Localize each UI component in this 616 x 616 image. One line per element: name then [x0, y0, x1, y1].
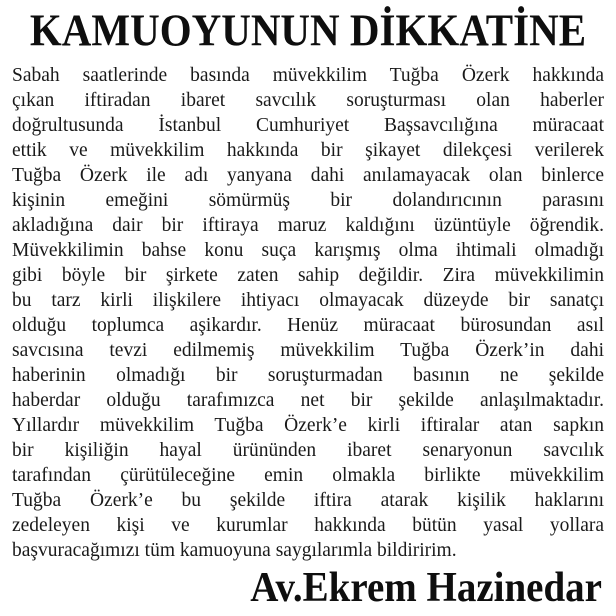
body-line: olduğu toplumca aşikardır. Henüz müracaat bürosundan asıl — [12, 315, 604, 336]
signature-name: Av.Ekrem Hazinedar — [250, 564, 602, 611]
body-line: Tuğba Özerk’e bu şekilde iftira atarak kişilik haklarını — [12, 490, 604, 511]
body-line: gibi böyle bir şirkete zaten sahip değildir. Zira müvekkilimin — [12, 265, 604, 286]
body-line: Yıllardır müvekkilim Tuğba Özerk’e kirli iftiralar atan sapkın — [12, 415, 604, 436]
body-line: Tuğba Özerk ile adı yanyana dahi anılamayacak olan binlerce — [12, 165, 604, 186]
body-line: başvuracağımızı tüm kamuoyuna saygılarımla bildiririm. — [12, 540, 457, 561]
body-line: ettik ve müvekkilim hakkında bir şikayet dilekçesi verilerek — [12, 140, 604, 161]
body-line: tarafından çürütüleceğine emin olmakla birlikte müvekkilim — [12, 465, 604, 486]
body-line: doğrultusunda İstanbul Cumhuriyet Başsavcılığına müracaat — [12, 115, 604, 136]
body-line: haberinin olmadığı bir soruşturmadan basının ne şekilde — [12, 365, 604, 386]
body-line: zedeleyen kişi ve kurumlar hakkında bütün yasal yollara — [12, 515, 604, 536]
body-line: akladığına dair bir iftiraya maruz kaldığını üzüntüyle öğrendik. — [12, 215, 604, 236]
body-line: Sabah saatlerinde basında müvekkilim Tuğba Özerk hakkında — [12, 65, 604, 86]
body-line: savcısına tevzi edilmemiş müvekkilim Tuğba Özerk’in dahi — [12, 340, 604, 361]
body-line: Müvekkilimin bahse konu suça karışmış olma ihtimali olmadığı — [12, 240, 604, 261]
body-line: haberdar olduğu tarafımızca net bir şekilde anlaşılmaktadır. — [12, 390, 604, 411]
body-line: bu tarz kirli ilişkilere ihtiyacı olmayacak düzeyde bir sanatçı — [12, 290, 604, 311]
body-line: bir kişiliğin hayal ürününden ibaret senaryonun savcılık — [12, 440, 604, 461]
page-title: KAMUOYUNUN DİKKATİNE — [29, 4, 587, 56]
statement-body — [12, 63, 604, 563]
body-line: kişinin emeğini sömürmüş bir dolandırıcının parasını — [12, 190, 604, 211]
body-line: çıkan iftiradan ibaret savcılık soruşturması olan haberler — [12, 90, 604, 111]
